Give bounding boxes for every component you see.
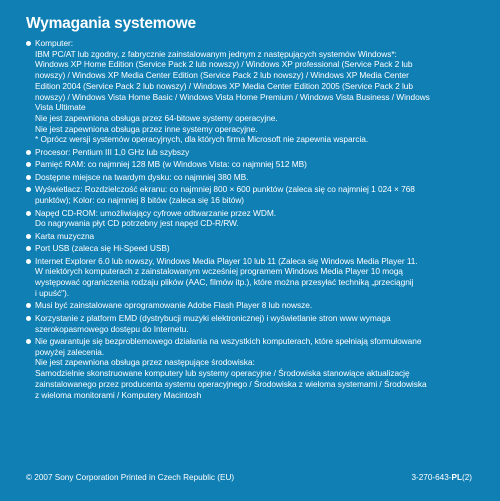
requirement-line: Komputer: bbox=[35, 38, 74, 48]
requirement-line: z wieloma monitorami / Komputery Macintosh bbox=[35, 389, 202, 400]
bullet-icon bbox=[26, 303, 31, 308]
requirement-line: Internet Explorer 6.0 lub nowszy, Windows Media Player 10 lub 11 (Zaleca się Windows Media Player 11. bbox=[35, 255, 418, 266]
requirement-line: występować ograniczenia rodzaju plików (AAC, filmów itp.), które można przesyłać techniką „przeciągnij bbox=[35, 277, 414, 288]
requirement-item bbox=[26, 184, 476, 205]
copyright-text: © 2007 Sony Corporation Printed in Czech Republic (EU) bbox=[26, 473, 235, 482]
bullet-icon bbox=[26, 150, 31, 155]
requirements-list bbox=[26, 38, 476, 400]
language-code: PL bbox=[451, 473, 462, 482]
requirement-line: Karta muzyczna bbox=[35, 230, 95, 241]
requirement-item bbox=[26, 231, 476, 242]
requirement-line: szerokopasmowego dostępu do Internetu. bbox=[35, 323, 189, 334]
requirement-line: Napęd CD-ROM: umożliwiający cyfrowe odtwarzanie przez WDM. bbox=[35, 207, 276, 218]
requirement-item bbox=[26, 172, 476, 183]
requirement-line: Do nagrywania płyt CD potrzebny jest napęd CD-R/RW. bbox=[35, 218, 239, 229]
bullet-icon bbox=[26, 175, 31, 180]
bullet-icon bbox=[26, 316, 31, 321]
requirement-line: Procesor: Pentium III 1,0 GHz lub szybszy bbox=[35, 146, 190, 157]
requirement-line: Nie jest zapewniona obsługa przez inne systemy operacyjne. bbox=[35, 123, 258, 134]
requirement-item bbox=[26, 243, 476, 254]
requirement-line: nowszy) / Windows XP Media Center Edition (Service Pack 2 lub nowszy) / Windows XP Media Center bbox=[35, 70, 409, 81]
requirement-line: zainstalowanego przez producenta systemu operacyjnego / Środowiska z wieloma systemami / Środowiska bbox=[35, 378, 427, 389]
bullet-icon bbox=[26, 187, 31, 192]
requirement-item bbox=[26, 208, 476, 229]
bullet-icon bbox=[26, 246, 31, 251]
bullet-icon bbox=[26, 162, 31, 167]
bullet-icon bbox=[26, 41, 31, 46]
requirement-line: W niektórych komputerach z zainstalowanym wcześniej programem Windows Media Player 10 mogą bbox=[35, 266, 403, 277]
requirement-line: Wyświetlacz: Rozdzielczość ekranu: co najmniej 800 × 600 punktów (zaleca się co najmniej 1 024 × 768 bbox=[35, 184, 415, 195]
footer bbox=[26, 473, 472, 483]
bullet-icon bbox=[26, 211, 31, 216]
requirement-line: * Oprócz wersji systemów operacyjnych, dla których firma Microsoft nie zapewnia wsparcia. bbox=[35, 134, 369, 145]
requirement-line: Musi być zainstalowane oprogramowanie Adobe Flash Player 8 lub nowsze. bbox=[35, 300, 313, 311]
requirement-line: Port USB (zaleca się Hi-Speed USB) bbox=[35, 243, 170, 254]
requirement-line: Dostępne miejsce na twardym dysku: co najmniej 380 MB. bbox=[35, 171, 249, 182]
requirement-line: IBM PC/AT lub zgodny, z fabrycznie zainstalowanym jednym z następujących systemów Windows*: bbox=[35, 48, 397, 59]
requirement-line: Edition 2004 (Service Pack 2 lub nowszy) / Windows XP Media Center Edition 2005 (Service Pack 2 lub bbox=[35, 80, 413, 91]
document-code bbox=[411, 473, 472, 483]
requirement-line: Vista Ultimate bbox=[35, 102, 86, 113]
requirement-line: Nie jest zapewniona obsługa przez 64-bitowe systemy operacyjne. bbox=[35, 112, 278, 123]
page-title: Wymagania systemowe bbox=[26, 15, 196, 32]
requirement-line: nowszy) / Windows Vista Home Basic / Windows Vista Home Premium / Windows Vista Business / Windows bbox=[35, 91, 430, 102]
requirement-line: Korzystanie z platform EMD (dystrybucji muzyki elektronicznej) i wyświetlanie stron www wymaga bbox=[35, 312, 391, 323]
requirement-line: Samodzielnie skonstruowane komputery lub systemy operacyjne / Środowiska stanowiące aktualizację bbox=[35, 368, 410, 379]
requirement-line: punktów); Kolor: co najmniej 8 bitów (zaleca się 16 bitów) bbox=[35, 195, 245, 206]
requirement-line: Pamięć RAM: co najmniej 128 MB (w Windows Vista: co najmniej 512 MB) bbox=[35, 159, 307, 170]
bullet-icon bbox=[26, 259, 31, 264]
requirement-item bbox=[26, 300, 476, 311]
requirement-item bbox=[26, 147, 476, 158]
requirement-line: Nie jest zapewniona obsługa przez następujące środowiska: bbox=[35, 357, 255, 368]
requirement-line: i upuść"). bbox=[35, 287, 69, 298]
requirement-line: Nie gwarantuje się bezproblemowego działania na wszystkich komputerach, które spełniają sformułowane bbox=[35, 336, 422, 347]
requirement-item bbox=[26, 256, 476, 299]
requirement-item bbox=[26, 38, 476, 145]
requirement-item bbox=[26, 159, 476, 170]
document-code-suffix: (2) bbox=[461, 473, 472, 482]
requirement-item bbox=[26, 313, 476, 334]
requirement-item bbox=[26, 336, 476, 400]
bullet-icon bbox=[26, 234, 31, 239]
requirement-line: Windows XP Home Edition (Service Pack 2 lub nowszy) / Windows XP professional (Service Pack 2 lub bbox=[35, 59, 413, 70]
requirement-line: powyżej zalecenia. bbox=[35, 346, 105, 357]
bullet-icon bbox=[26, 339, 31, 344]
document-code-prefix: 3-270-643- bbox=[411, 473, 452, 482]
